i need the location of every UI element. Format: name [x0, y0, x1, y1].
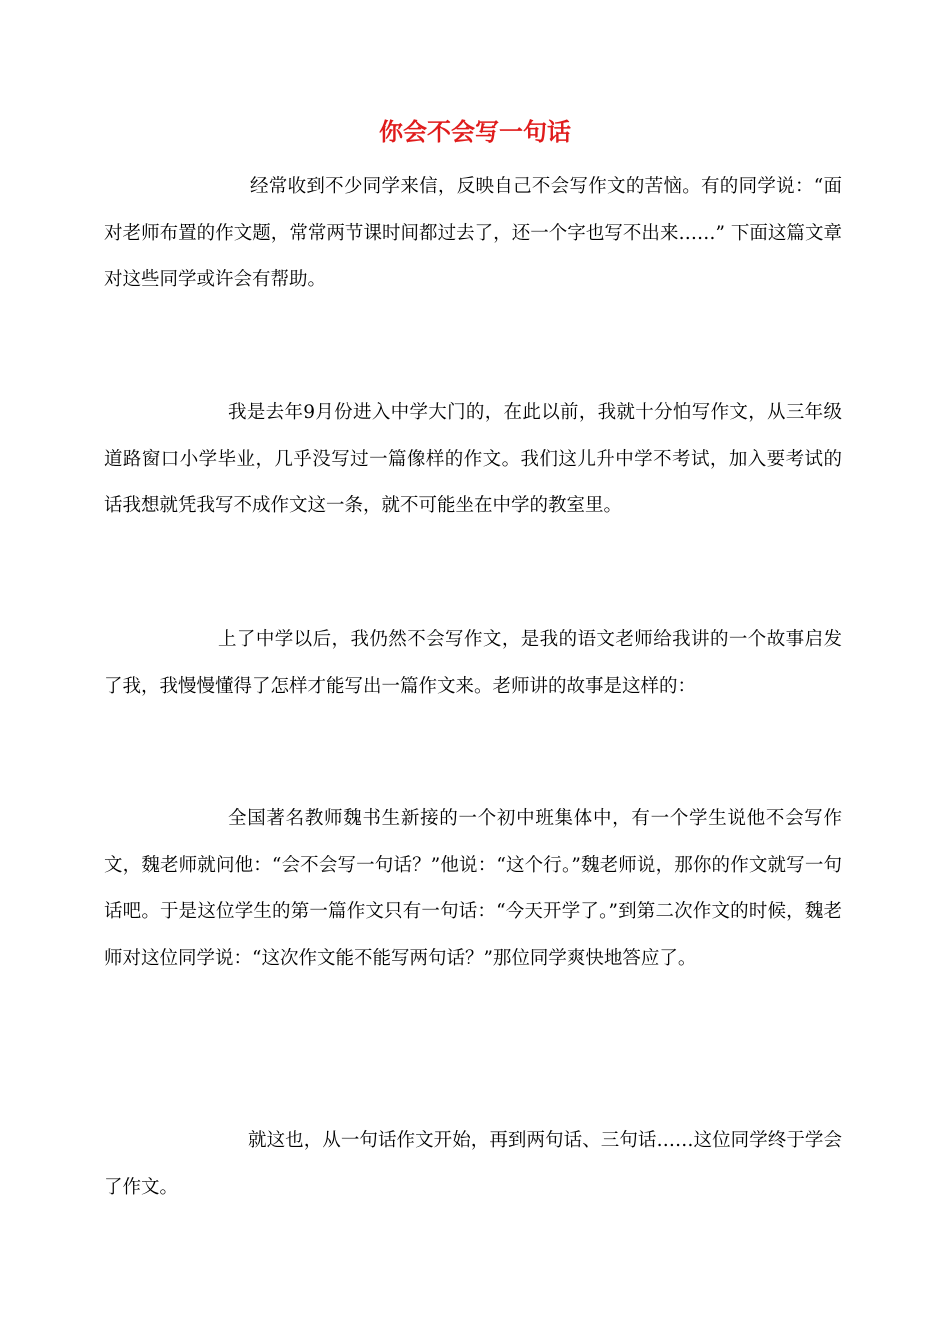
- paragraph-3: 上了中学以后，我仍然不会写作文，是我的语文老师给我讲的一个故事启发了我，我慢慢懂得了怎样才能写出一篇作文来。老师讲的故事是这样的：: [104, 629, 842, 697]
- paragraph-5: 就这也，从一句话作文开始，再到两句话、三句话……这位同学终于学会了作文。: [104, 1130, 842, 1198]
- document-title: 你会不会写一句话: [379, 118, 571, 146]
- paragraph-1: 经常收到不少同学来信，反映自己不会写作文的苦恼。有的同学说：“面对老师布置的作文题，常常两节课时间都过去了，还一个字也写不出来……” 下面这篇文章对这些同学或许会有帮助。: [104, 176, 842, 290]
- paragraph-4: 全国著名教师魏书生新接的一个初中班集体中，有一个学生说他不会写作文，魏老师就问他：“会不会写一句话？”他说：“这个行。”魏老师说，那你的作文就写一句话吧。于是这位学生的第一篇作文只有一句话：“今天开学了。”到第二次作文的时候，魏老师对这位同学说：“这次作文能不能写两句话？”那位同学爽快地答应了。: [104, 808, 842, 969]
- paragraph-2: 我是去年9月份进入中学大门的，在此以前，我就十分怕写作文，从三年级道路窗口小学毕业，几乎没写过一篇像样的作文。我们这儿升中学不考试，加入要考试的话我想就凭我写不成作文这一条，就不可能坐在中学的教室里。: [104, 402, 842, 516]
